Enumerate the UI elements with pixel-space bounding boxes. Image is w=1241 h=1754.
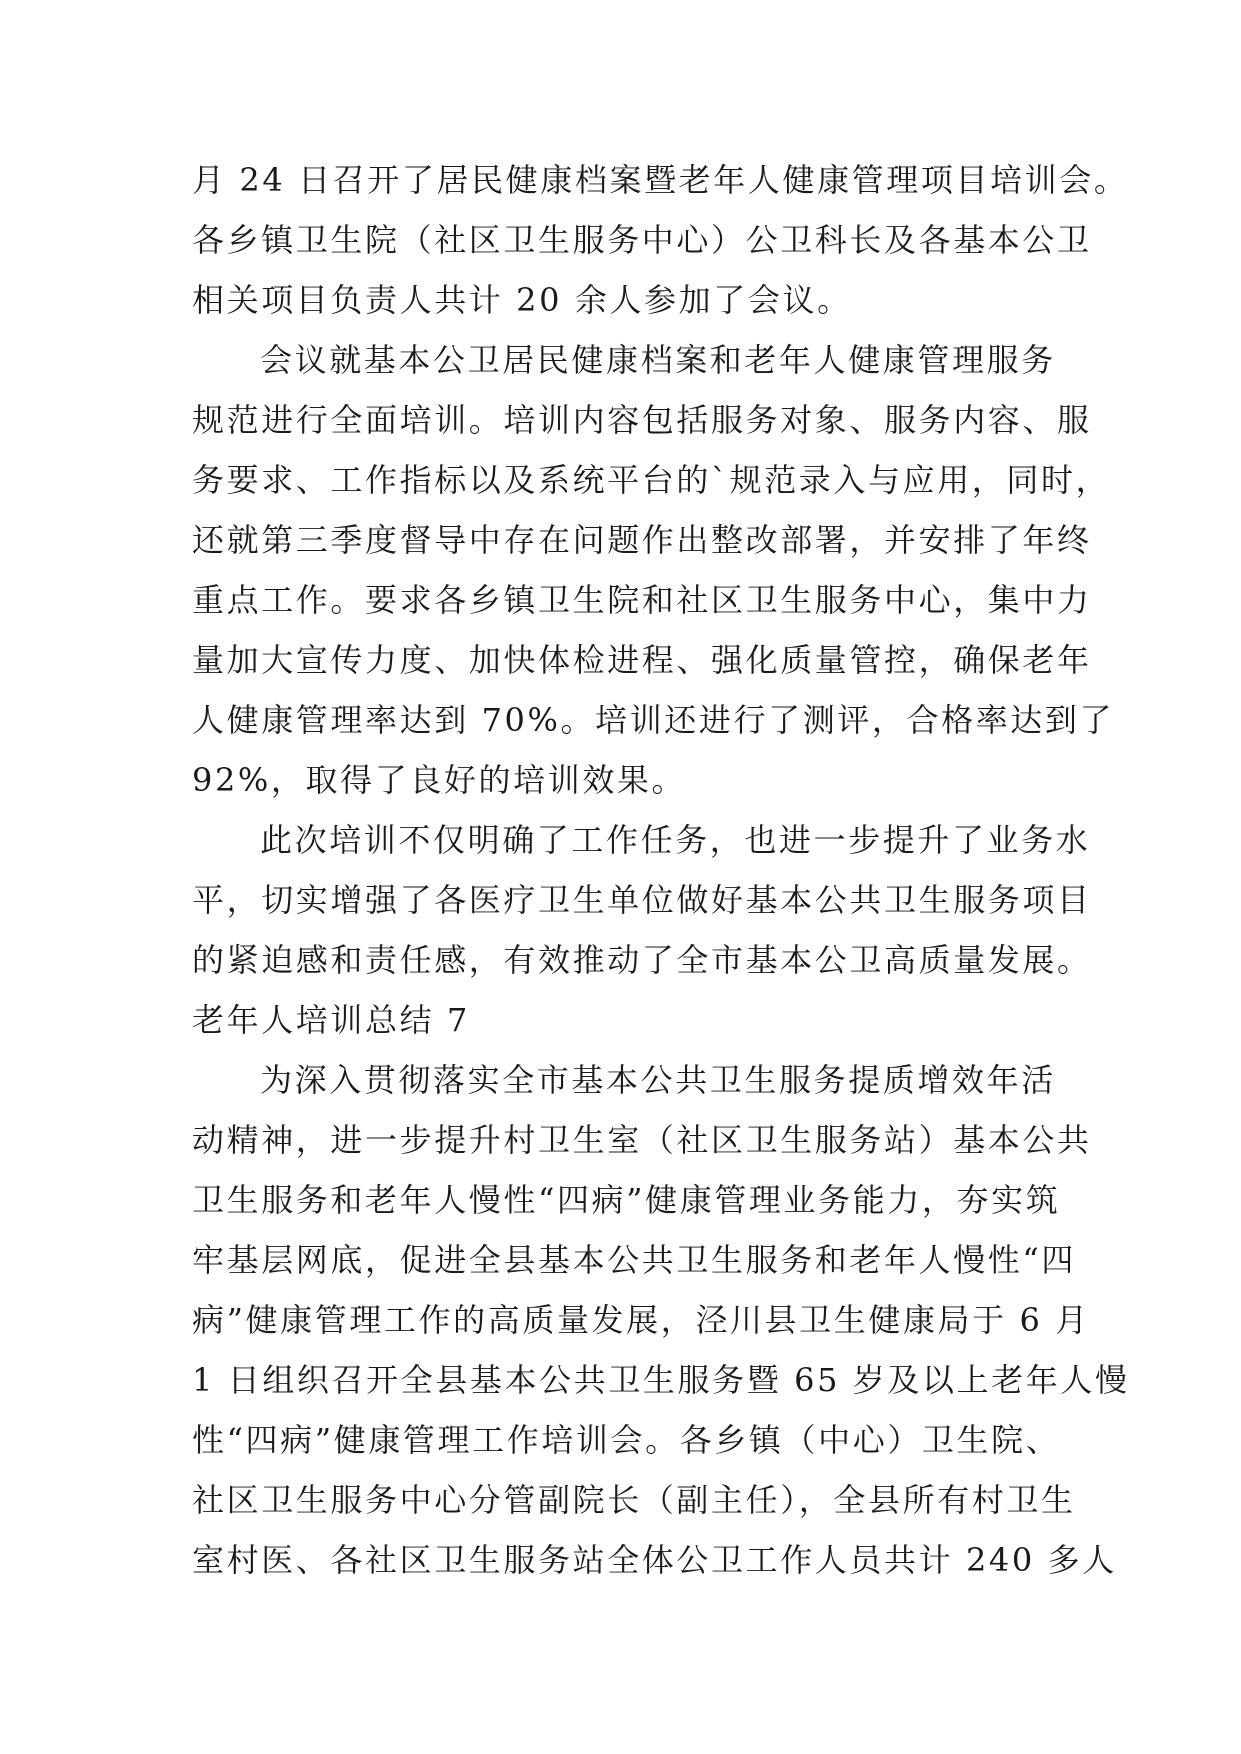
text-line: 各乡镇卫生院（社区卫生服务中心）公卫科长及各基本公卫 [192, 221, 1092, 259]
text-line: 为深入贯彻落实全市基本公共卫生服务提质增效年活 [260, 1061, 1056, 1099]
paragraph-5 [192, 1050, 1130, 1590]
text-line: 规范进行全面培训。培训内容包括服务对象、服务内容、服 [192, 401, 1092, 439]
text-line: 牢基层网底，促进全县基本公共卫生服务和老年人慢性“四 [192, 1241, 1076, 1279]
paragraph-1 [192, 150, 1129, 330]
text-line: 月 24 日召开了居民健康档案暨老年人健康管理项目培训会。 [192, 161, 1129, 199]
text-line: 量加大宣传力度、加快体检进程、强化质量管控，确保老年 [192, 641, 1092, 679]
text-line: 会议就基本公卫居民健康档案和老年人健康管理服务 [260, 341, 1056, 379]
text-line: 还就第三季度督导中存在问题作出整改部署，并安排了年终 [192, 521, 1092, 559]
paragraph-3 [192, 810, 1092, 990]
paragraph-2 [192, 330, 1115, 810]
text-line: 卫生服务和老年人慢性“四病”健康管理业务能力，夯实筑 [192, 1181, 1061, 1219]
text-line: 重点工作。要求各乡镇卫生院和社区卫生服务中心，集中力 [192, 581, 1092, 619]
text-line: 1 日组织召开全县基本公共卫生服务暨 65 岁及以上老年人慢 [192, 1361, 1130, 1399]
text-line: 此次培训不仅明确了工作任务，也进一步提升了业务水 [260, 821, 1091, 859]
heading-line: 老年人培训总结 7 [192, 1001, 470, 1039]
text-line: 性“四病”健康管理工作培训会。各乡镇（中心）卫生院、 [192, 1421, 1061, 1459]
text-line: 室村医、各社区卫生服务站全体公卫工作人员共计 240 多人 [192, 1541, 1117, 1579]
text-line: 相关项目负责人共计 20 余人参加了会议。 [192, 281, 852, 319]
text-line: 平，切实增强了各医疗卫生单位做好基本公共卫生服务项目 [192, 881, 1092, 919]
text-line: 的紧迫感和责任感，有效推动了全市基本公卫高质量发展。 [192, 941, 1092, 979]
text-line: 人健康管理率达到 70%。培训还进行了测评，合格率达到了 [192, 701, 1115, 739]
document-body [192, 150, 1130, 1590]
text-line: 92%，取得了良好的培训效果。 [192, 761, 687, 799]
text-line: 动精神，进一步提升村卫生室（社区卫生服务站）基本公共 [192, 1121, 1092, 1159]
text-line: 务要求、工作指标以及系统平台的`规范录入与应用，同时， [192, 461, 1111, 499]
text-line: 社区卫生服务中心分管副院长（副主任），全县所有村卫生 [192, 1481, 1076, 1519]
section-heading [192, 990, 1072, 1050]
text-line: 病”健康管理工作的高质量发展，泾川县卫生健康局于 6 月 [192, 1301, 1090, 1339]
